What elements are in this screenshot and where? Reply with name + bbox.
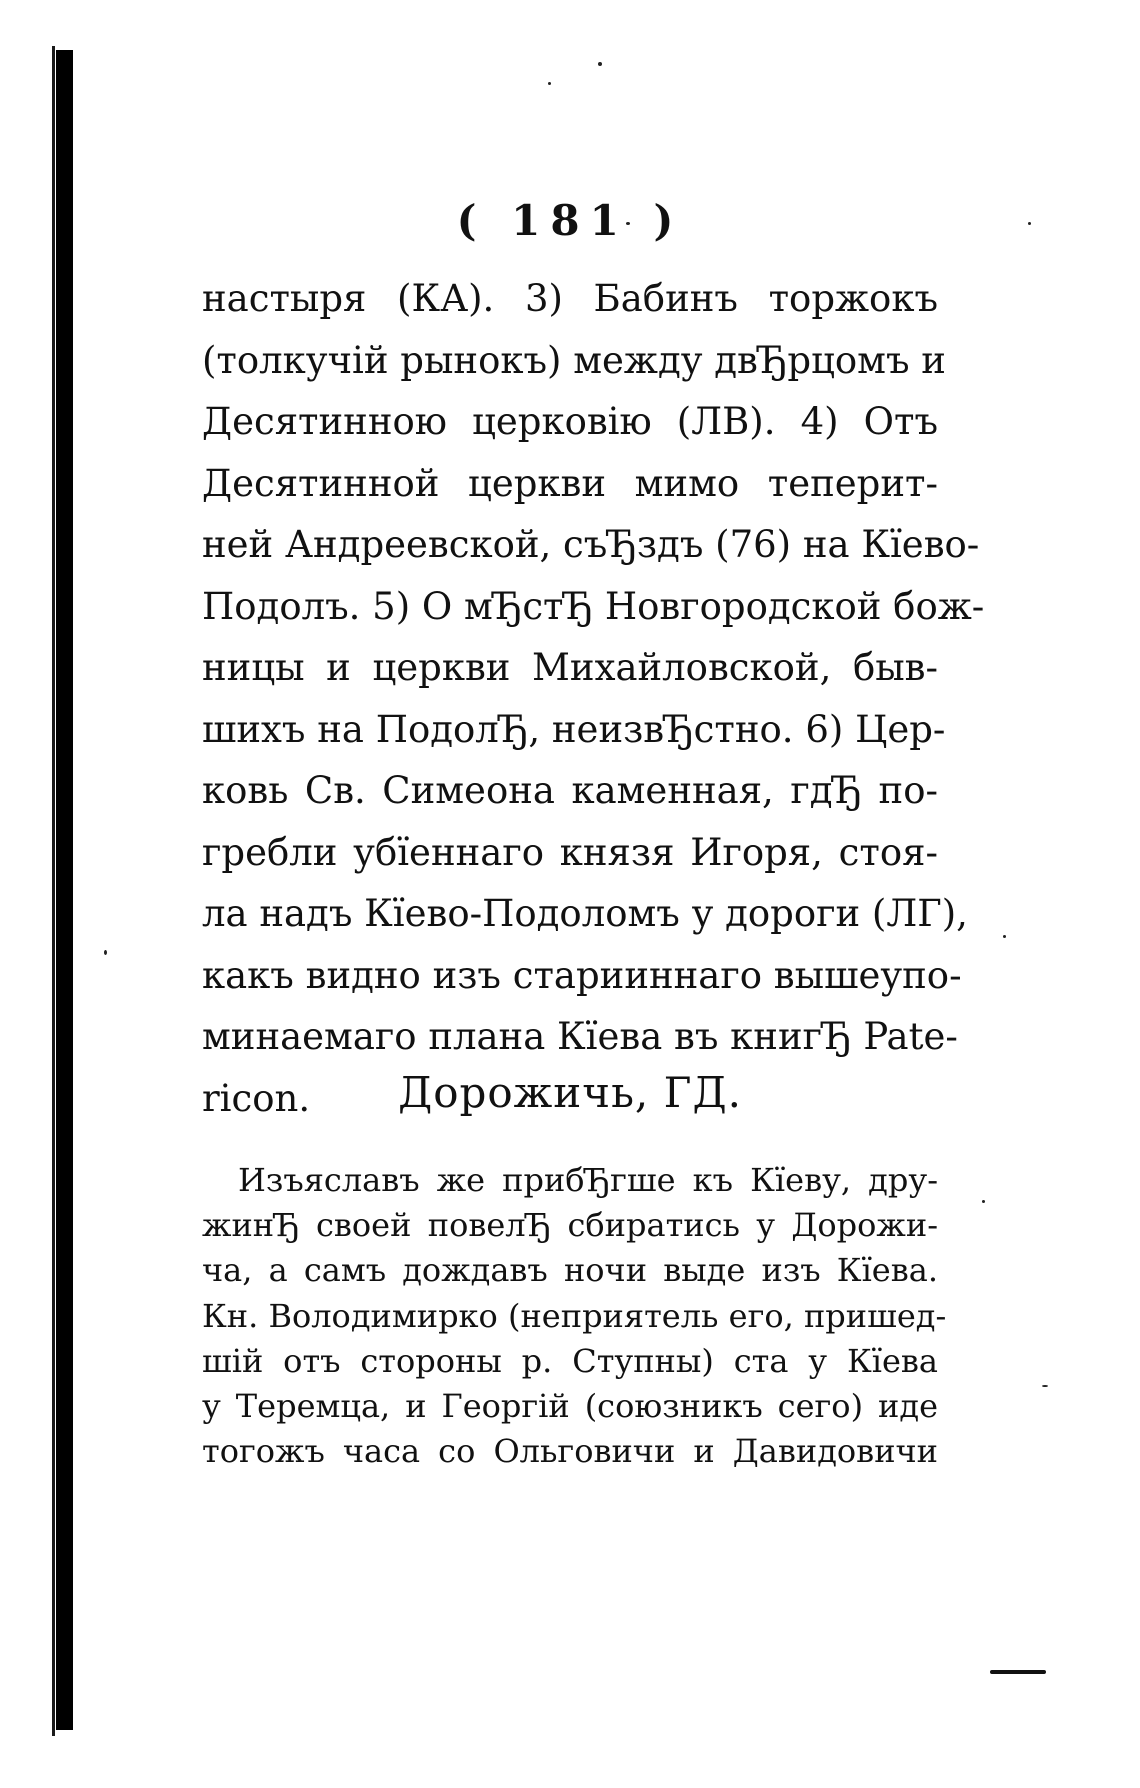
quote-line: Изъяславъ же прибЂгше къ Кїеву, дру-	[238, 1161, 938, 1199]
text-line: Подолъ. 5) О мЂстЂ Новгородской бож-	[202, 584, 985, 628]
text-line: ней Андреевской, съЂздъ (76) на Кїево-	[202, 523, 980, 566]
margin-rule-mark	[990, 1670, 1046, 1674]
text-line: минаемаго плана Кїева въ книгЂ Pate-	[202, 1015, 958, 1058]
text-line: ницы и церкви Михайловской, быв-	[202, 646, 938, 689]
text-line: Десятинной церкви мимо теперит-	[202, 461, 938, 505]
quote-line: жинЂ своей повелЂ сбиратись у Дорожи-	[202, 1206, 938, 1245]
text-line: ricon.	[202, 1076, 311, 1120]
scan-speck	[1003, 935, 1006, 938]
quote-line: ча, а самъ дождавъ ночи выде изъ Кїева.	[202, 1251, 938, 1290]
section-heading: Дорожичь, ГД.	[398, 1068, 742, 1117]
scan-speck	[982, 1200, 985, 1203]
page-number: ( 181 )	[456, 196, 684, 245]
quote-line: шій отъ стороны р. Ступны) ста у Кїева	[202, 1341, 938, 1380]
quote-line: у Теремца, и Георгій (союзникъ сего) иде	[202, 1386, 938, 1425]
text-line: ковь Св. Симеона каменная, гдЂ по-	[202, 769, 938, 812]
text-line: гребли убїеннаго князя Игоря, стоя-	[202, 830, 938, 874]
text-line: (толкучій рынокъ) между двЂрцомъ и	[202, 338, 946, 382]
text-line: какъ видно изъ старииннаго вышеупо-	[202, 953, 962, 997]
text-line: настыря (КА). 3) Бабинъ торжокъ	[202, 277, 938, 320]
scan-speck	[1042, 1385, 1048, 1387]
body-paragraph	[202, 268, 985, 1129]
scan-speck	[598, 62, 602, 66]
page-spine-edge	[52, 46, 55, 1736]
scan-speck	[104, 950, 107, 955]
quote-paragraph	[202, 1158, 947, 1474]
quote-line: Кн. Володимирко (неприятель его, пришед-	[202, 1296, 947, 1335]
text-line: Десятинною церковію (ЛВ). 4) Отъ	[202, 400, 938, 443]
page-spine-shadow	[56, 50, 73, 1730]
text-line: ла надъ Кїево-Подоломъ у дороги (ЛГ),	[202, 892, 968, 935]
text-line: шихъ на ПодолЂ, неизвЂстно. 6) Цер-	[202, 707, 946, 751]
scan-speck	[548, 82, 551, 85]
quote-line: тогожъ часа со Ольговичи и Давидовичи	[202, 1432, 938, 1471]
